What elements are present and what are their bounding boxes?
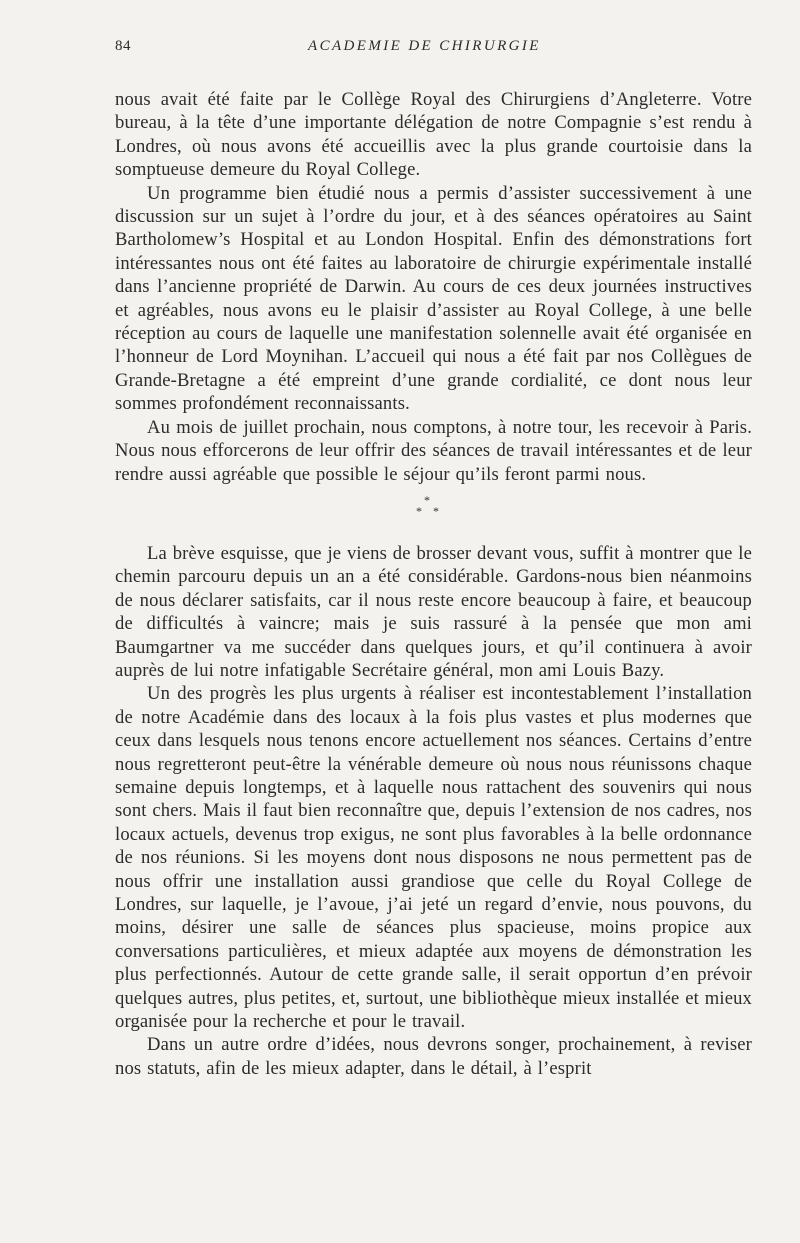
asterism-star-right: * (433, 503, 439, 518)
paragraph-6: Dans un autre ordre d’idées, nous devrons songer, prochainement, à reviser nos statuts, afin de les mieux adapter, dans le détail, à l’esprit (115, 1034, 752, 1079)
asterism-star-left: * (416, 503, 422, 518)
page-number: 84 (115, 38, 131, 54)
running-title: ACADEMIE DE CHIRURGIE (308, 38, 541, 54)
asterism-star-top: * (424, 492, 430, 507)
section-break-asterism (115, 486, 752, 542)
paragraph-5: Un des progrès les plus urgents à réaliser est incontestablement l’installation de notre Académie dans des locaux à la fois plus vastes et plus modernes que ceux dans lesquels nous tenons encore actuellement nos séances. Certains d’entre nous regretteront peut-être la vénérable demeure où nous nous réunissons chaque semaine depuis longtemps, et à laquelle nous rattachent des souvenirs qui nous sont chers. Mais il faut bien reconnaître que, depuis l’extension de nos cadres, nos locaux actuels, devenus trop exigus, ne sont plus favorables à la belle ordonnance de nos réunions. Si les moyens dont nous disposons ne nous permettent pas de nous offrir une installation aussi grandiose que celle du Royal College de Londres, sur laquelle, je l’avoue, j’ai jeté un regard d’envie, nous pouvons, du moins, désirer une salle de séances plus spacieuse, moins propice aux conversations particulières, et mieux adaptée aux moyens de démonstration les plus perfectionnés. Autour de cette grande salle, il serait opportun d’en prévoir quelques autres, plus petites, et, surtout, une bibliothèque mieux installée et mieux organisée pour la recherche et pour le travail. (115, 683, 752, 1033)
page-header (115, 38, 752, 62)
paragraph-4: La brève esquisse, que je viens de brosser devant vous, suffit à montrer que le chemin parcouru depuis un an a été considérable. Gardons-nous bien néanmoins de nous déclarer satisfaits, car il nous reste encore beaucoup à faire, et beaucoup de difficultés à vaincre; mais je suis rassuré à la pensée que mon ami Baumgartner va me succéder dans quelques jours, et qu’il continuera à avoir auprès de lui notre infatigable Secrétaire général, mon ami Louis Bazy. (115, 542, 752, 681)
paragraph-2: Un programme bien étudié nous a permis d’assister successivement à une discussion sur un sujet à l’ordre du jour, et à des séances opératoires au Saint Bartholomew’s Hospital et au London Hospital. Enfin des démonstrations fort intéressantes nous ont été faites au laboratoire de chirurgie expérimentale installé dans l’ancienne propriété de Darwin. Au cours de ces deux journées instructives et agréables, nous avons eu le plaisir d’assister au Royal College, à une belle réception au cours de laquelle une manifestation solennelle avait été organisée en l’honneur de Lord Moynihan. L’accueil qui nous a été fait par nos Collègues de Grande-Bretagne a été empreint d’une grande cordialité, ce dont nous leur sommes profondément reconnaissants. (115, 182, 752, 415)
paragraph-3: Au mois de juillet prochain, nous comptons, à notre tour, les recevoir à Paris. Nous nous efforcerons de leur offrir des séances de travail intéressantes et de leur rendre aussi agréable que possible le séjour qu’ils feront parmi nous. (115, 416, 752, 485)
paragraph-1: nous avait été faite par le Collège Royal des Chirurgiens d’Angleterre. Votre bureau, à la tête d’une importante délégation de notre Compagnie s’est rendu à Londres, où nous avons été accueillis avec la plus grande courtoisie dans la somptueuse demeure du Royal College. (115, 89, 752, 181)
